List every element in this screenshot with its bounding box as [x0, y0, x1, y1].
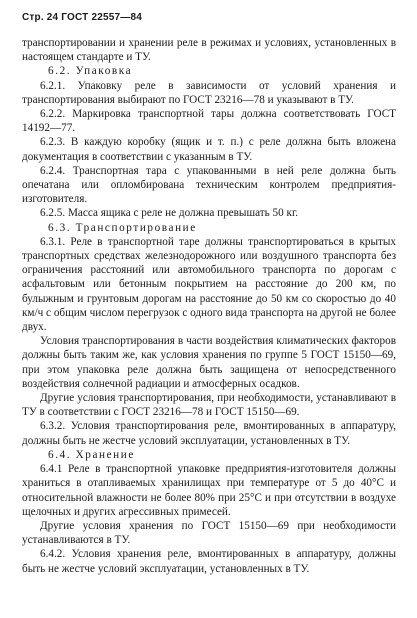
intro-paragraph: транспортировании и хранении реле в режимах и условиях, установленных в настоящем стандарте и ТУ. — [22, 37, 396, 64]
paragraph-6-2-1: 6.2.1. Упаковку реле в зависимости от условий хранения и транспортирования выбирают по ГОСТ 23216—78 и указывают в ТУ. — [22, 79, 396, 106]
paragraph-6-2-2: 6.2.2. Маркировка транспортной тары должна соответствовать ГОСТ 14192—77. — [22, 108, 396, 135]
paragraph-6-3-2: 6.3.2. Условия транспортирования реле, вмонтированных в аппаратуру, должны быть не жестче условий эксплуатации, установленных в ТУ. — [22, 420, 396, 447]
paragraph-6-3-1: 6.3.1. Реле в транспортной таре должны транспортироваться в крытых транспортных средствах железнодорожного или воздушного транспорта без ограничения расстояний или автомобильного транспорта по дорогам с асфальтовым или бетонным покрытием на расстояние до 200 км, по булыжным и грунтовым дорогам на расстояние до 50 км со скоростью до 40 км/ч с общим числом перегрузок с одного вида транспорта на другой не более двух. — [22, 235, 396, 334]
section-heading-6-4: 6.4. Хранение — [48, 448, 135, 461]
section-heading-6-3: 6.3. Транспортирование — [48, 221, 197, 234]
paragraph-6-2-3: 6.2.3. В каждую коробку (ящик и т. п.) с реле должна быть вложена документация в соответствии с указанным в ТУ. — [22, 136, 396, 163]
paragraph-6-3-1-climate: Условия транспортирования в части воздействия климатических факторов должны быть таким же, как условия хранения по группе 5 ГОСТ 15150—69, при этом упаковка реле должна быть защищена от непосредственного воздействия солнечной радиации и атмосферных осадков. — [22, 335, 396, 390]
paragraph-6-2-4: 6.2.4. Транспортная тара с упакованными в ней реле должна быть опечатана или опломбирована техническим контролем предприятия-изготовителя. — [22, 164, 396, 206]
paragraph-6-4-2: 6.4.2. Условия хранения реле, вмонтированных в аппаратуру, должны быть не жестче условий эксплуатации, установленных в ТУ. — [22, 548, 396, 575]
section-heading-6-2: 6.2. Упаковка — [48, 65, 133, 78]
paragraph-6-3-1-other: Другие условия транспортирования, при необходимости, устанавливают в ТУ в соответствии с ГОСТ 23216—78 и ГОСТ 15150—69. — [22, 392, 396, 419]
paragraph-6-2-5: 6.2.5. Масса ящика с реле не должна превышать 50 кг. — [40, 207, 299, 220]
document-body — [22, 36, 396, 576]
paragraph-6-4-1-other: Другие условия хранения по ГОСТ 15150—69 при необходимости устанавливаются в ТУ. — [22, 519, 396, 547]
page-header: Стр. 24 ГОСТ 22557—84 — [22, 12, 142, 23]
paragraph-6-4-1: 6.4.1 Реле в транспортной упаковке предприятия-изготовителя должны храниться в отапливаемых хранилищах при температуре от 5 до 40°С и относительной влажности не более 80% при 25°С и при отсутствии в воздухе щелочных и других агрессивных примесей. — [22, 463, 396, 518]
